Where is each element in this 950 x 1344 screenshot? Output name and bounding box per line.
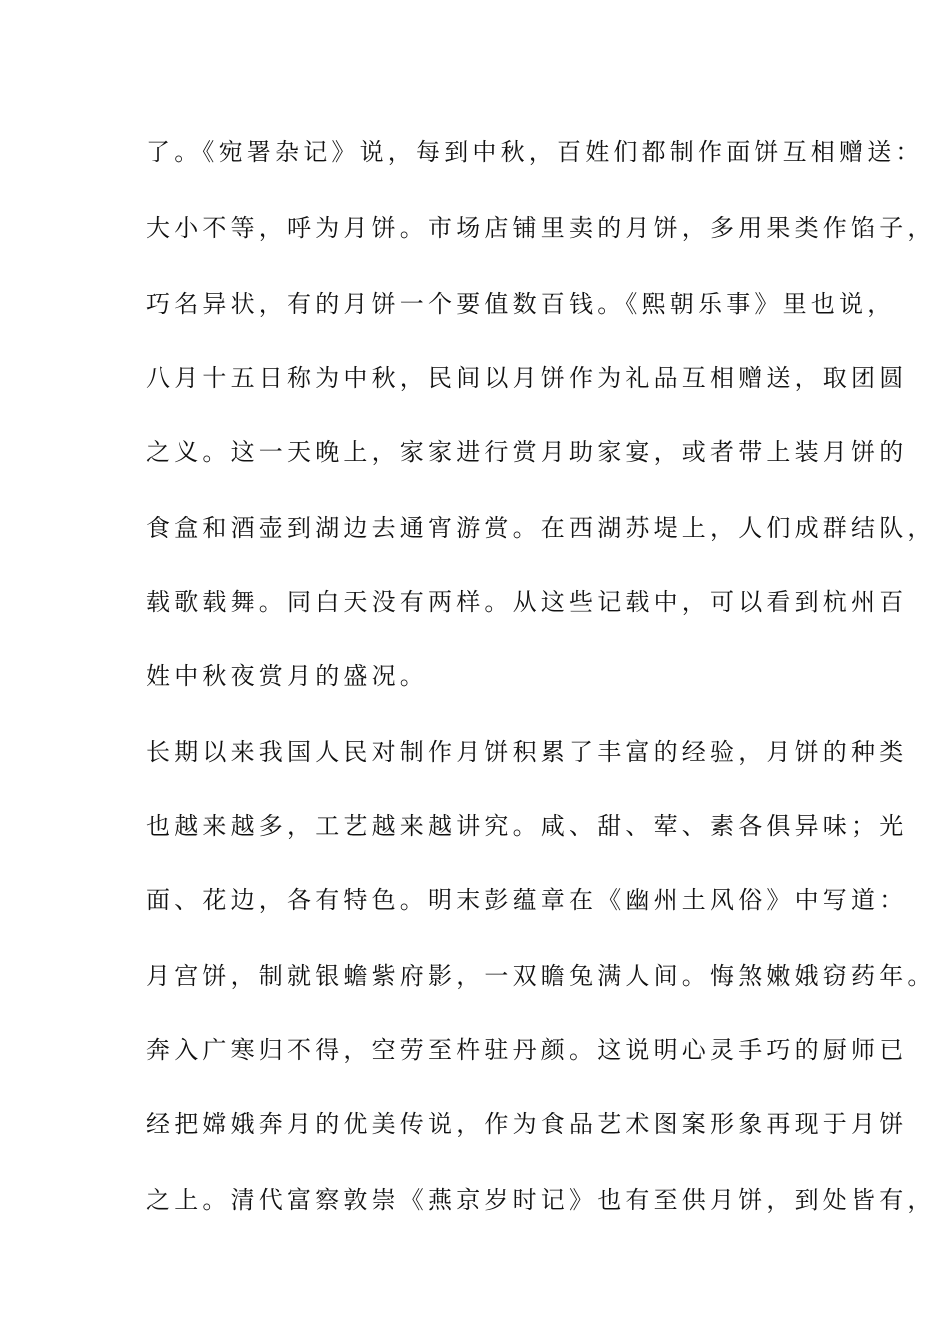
text-line: 八月十五日称为中秋，民间以月饼作为礼品互相赠送，取团圆 [146,364,908,392]
text-line: 之义。这一天晚上，家家进行赏月助家宴，或者带上装月饼的 [146,438,908,466]
text-line: 奔入广寒归不得，空劳至杵驻丹颜。这说明心灵手巧的厨师已 [146,1036,908,1064]
text-line: 长期以来我国人民对制作月饼积累了丰富的经验，月饼的种类 [146,738,908,766]
text-line: 了。《宛署杂记》说，每到中秋，百姓们都制作面饼互相赠送： [146,138,924,166]
text-line: 面、花边，各有特色。明末彭蕴章在《幽州土风俗》中写道： [146,886,908,914]
text-line: 姓中秋夜赏月的盛况。 [146,662,428,690]
text-line: 也越来越多，工艺越来越讲究。咸、甜、荤、素各俱异味；光 [146,812,908,840]
text-line: 巧名异状，有的月饼一个要值数百钱。《熙朝乐事》里也说， [146,290,896,318]
text-line: 食盒和酒壶到湖边去通宵游赏。在西湖苏堤上，人们成群结队， [146,514,936,542]
text-line: 经把嫦娥奔月的优美传说，作为食品艺术图案形象再现于月饼 [146,1110,908,1138]
text-line: 大小不等，呼为月饼。市场店铺里卖的月饼，多用果类作馅子， [146,214,936,242]
text-line: 载歌载舞。同白天没有两样。从这些记载中，可以看到杭州百 [146,588,908,616]
text-line: 之上。清代富察敦崇《燕京岁时记》也有至供月饼，到处皆有， [146,1186,936,1214]
text-line: 月宫饼，制就银蟾紫府影，一双瞻兔满人间。悔煞嫩娥窃药年。 [146,962,936,990]
